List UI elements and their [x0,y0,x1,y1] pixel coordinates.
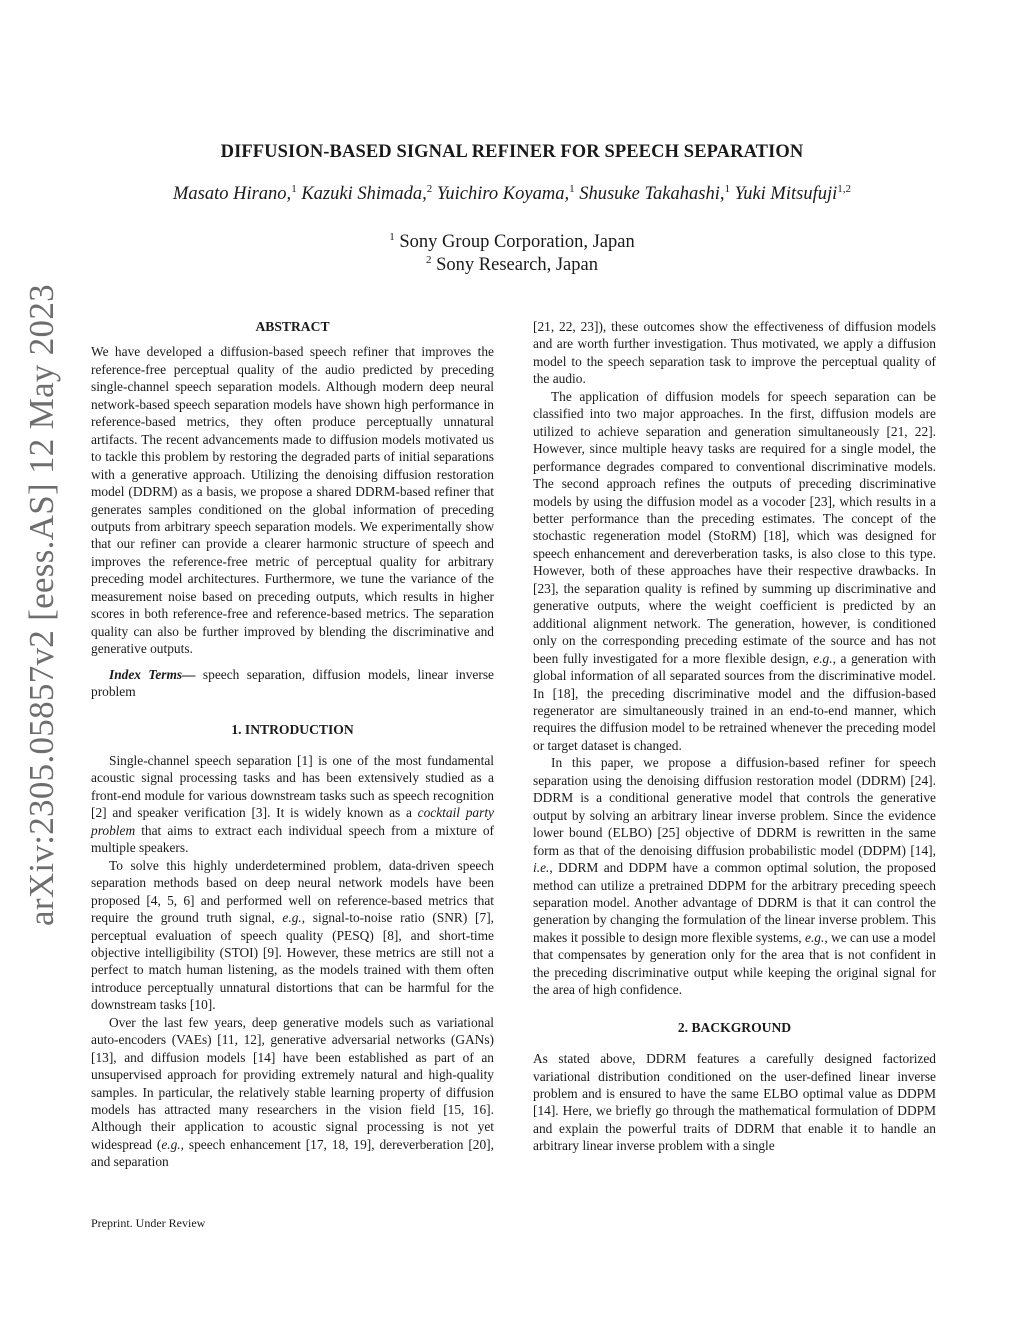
affiliation-name: Sony Research, Japan [436,255,598,275]
intro-paragraph: Over the last few years, deep generative models such as variational auto-encoders (VAEs) [11, 12], generative adversarial networks (GANs) [13], and diffusion models [14] have been established as part of an unsupervised approach for providing extremely natural and high-quality samples. In particular, the relatively stable learning property of diffusion models has attracted many researchers in the vision field [15, 16]. Although their application to acoustic signal processing is not yet widespread (e.g., speech enhancement [17, 18, 19], dereverberation [20], and separation [91,1014,494,1170]
affiliation-1 [0,231,1024,253]
abstract-heading: ABSTRACT [255,319,330,334]
author-name: Yuki Mitsufuji [734,184,838,204]
section-heading-background: 2. BACKGROUND [677,1019,792,1035]
author-name: Yuichiro Koyama, [436,184,570,204]
footer-note: Preprint. Under Review [91,1216,206,1230]
author-name: Kazuki Shimada, [301,184,427,204]
abstract-text: We have developed a diffusion-based speech refiner that improves the reference-free perceptual quality of the audio predicted by preceding single-channel speech separation models. Although modern deep neural network-based speech separation models have shown high performance in reference-based metrics, they often produce perceptually unnatural artifacts. The recent advancements made to diffusion models motivated us to tackle this problem by restoring the degraded parts of initial separations with a generative approach. Utilizing the denoising diffusion restoration model (DDRM) as a basis, we propose a shared DDRM-based refiner that generates samples conditioned on the global information of preceding outputs from arbitrary speech separation models. We experimentally show that our refiner can provide a clearer harmonic structure of speech and improves the reference-free metric of perceptual quality for arbitrary preceding model architectures. Furthermore, we tune the variance of the measurement noise based on preceding outputs, which results in higher scores in both reference-free and reference-based metrics. The separation quality can also be further improved by blending the discriminative and generative outputs. [91,344,494,657]
arxiv-identifier: arXiv:2305.05857v2 [eess.AS] 12 May 2023 [22,284,61,926]
author-affil-sup: 1,2 [837,183,851,195]
author-affil-sup: 1 [569,183,575,195]
background-paragraph: As stated above, DDRM features a carefully designed factorized variational distribution conditioned on the user-defined linear inverse problem and is ensured to have the same ELBO optimal value as DDPM [14]. Here, we briefly go through the mathematical formulation of DDPM and explain the powerful traits of DDRM that enable it to handle an arbitrary linear inverse problem with a single [533,1051,936,1154]
author-affil-sup: 2 [426,183,433,195]
affiliation-sup: 2 [426,254,432,266]
author-affil-sup: 1 [724,183,730,195]
index-terms-label: Index Terms— [109,666,196,682]
affiliation-sup: 1 [389,231,395,243]
author-list [0,183,1024,205]
intro-paragraph: The application of diffusion models for speech separation can be classified into two major approaches. In the first, diffusion models are utilized to achieve separation and generation simultaneously [21, 22]. However, since multiple heavy tasks are required for a single model, the performance degrades compared to conventional discriminative models. The second approach refines the outputs of preceding discriminative models by using the diffusion model as a vocoder [23], which results in a better performance than the preceding estimates. The concept of the stochastic regeneration model (StoRM) [18], which was designed for speech enhancement and dereverberation tasks, is also close to this type. However, both of these approaches have their respective drawbacks. In [23], the separation quality is refined by summing up discriminative and generative outputs, where the weight coefficient is predicted by an additional alignment network. The generation, however, is conditioned only on the corresponding preceding estimate of the source and has not been fully investigated for a more flexible design, e.g., a generation with global information of all separated sources from the discriminative model. In [18], the preceding discriminative model and the diffusion-based regenerator are simultaneously trained in an end-to-end manner, which requires the diffusion model to be retrained whenever the preceding model or target dataset is changed. [533,388,936,753]
index-terms [91,666,494,701]
affiliation-2 [0,254,1024,276]
intro-paragraph: To solve this highly underdetermined problem, data-driven speech separation methods based on deep neural network models have been proposed [4, 5, 6] and performed well on reference-based metrics that require the ground truth signal, e.g., signal-to-noise ratio (SNR) [7], perceptual evaluation of speech quality (PESQ) [8], and short-time objective intelligibility (STOI) [9]. However, these metrics are still not a perfect to match human listening, as the models trained with them often introduce perceptually unnatural distortions that can be harmful for the downstream tasks [10]. [91,857,494,1013]
affiliation-name: Sony Group Corporation, Japan [399,232,635,252]
author-name: Shusuke Takahashi, [579,184,725,204]
author-name: Masato Hirano, [172,184,292,204]
left-column [91,318,494,1171]
right-column [533,318,936,1155]
intro-paragraph: In this paper, we propose a diffusion-based refiner for speech separation using the denoising diffusion restoration model (DDRM) [24]. DDRM is a conditional generative model that controls the generative output by solving an arbitrary linear inverse problem. Since the evidence lower bound (ELBO) [25] objective of DDRM is rewritten in the same form as that of the denoising diffusion probabilistic model (DDPM) [14], i.e., DDRM and DDPM have a common optimal solution, the proposed method can utilize a pretrained DDPM for the arbitrary preceding speech separation model. Another advantage of DDRM is that it can control the generation by changing the formulation of the linear inverse problem. This makes it possible to design more flexible systems, e.g., we can use a model that compensates by generation only for the area that is not confident in the preceding discriminative output while keeping the original signal for the area of high confidence. [533,755,936,998]
paper-title: DIFFUSION-BASED SIGNAL REFINER FOR SPEECH SEPARATION [220,142,804,162]
intro-paragraph: Single-channel speech separation [1] is one of the most fundamental acoustic signal processing tasks and has been extensively studied as a front-end module for various downstream tasks such as speech recognition [2] and speaker verification [3]. It is widely known as a cocktail party problem that aims to extract each individual speech from a mixture of multiple speakers. [91,752,494,856]
intro-paragraph-continued: [21, 22, 23]), these outcomes show the effectiveness of diffusion models and are worth further investigation. Thus motivated, we apply a diffusion model to the speech separation task to improve the perceptual quality of the audio. [533,319,936,387]
section-heading-introduction: 1. INTRODUCTION [231,721,354,737]
author-affil-sup: 1 [291,183,297,195]
index-terms-text: speech separation, diffusion models, linear inverse problem [91,666,494,700]
